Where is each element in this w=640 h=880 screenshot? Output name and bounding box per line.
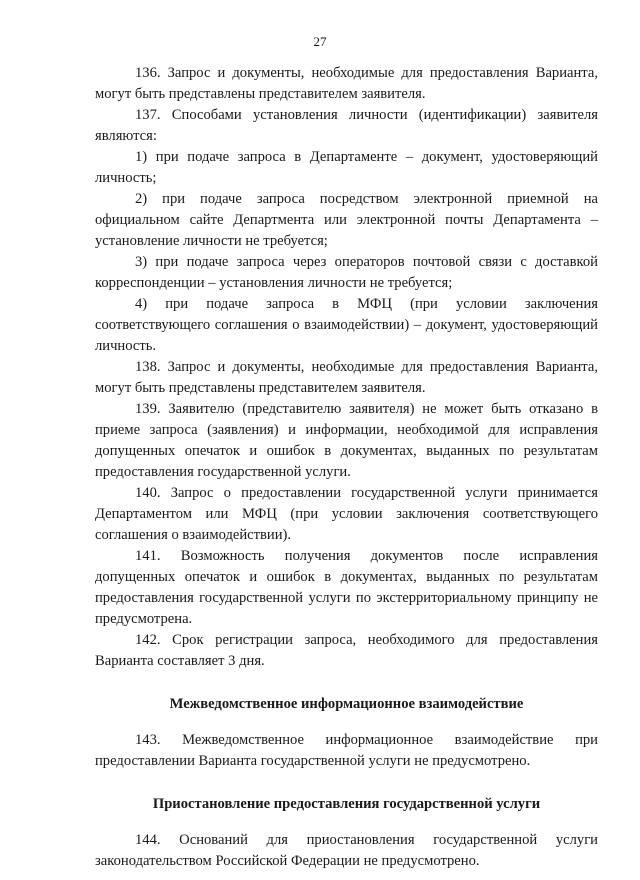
list-item-2: 2) при подаче запроса посредством электронной приемной на официальном сайте Департмента или электронной почты Департамента – установление личности не требуется; bbox=[95, 191, 598, 249]
spacer bbox=[95, 772, 598, 794]
list-item-4: 4) при подаче запроса в МФЦ (при условии заключения соответствующего соглашения о взаимодействии) – документ, удостоверяющий личность. bbox=[95, 296, 598, 354]
paragraph-136: 136. Запрос и документы, необходимые для предоставления Варианта, могут быть представлены представителем заявителя. bbox=[95, 65, 598, 102]
paragraph-139: 139. Заявителю (представителю заявителя) не может быть отказано в приеме запроса (заявления) и информации, необходимой для исправления допущенных опечаток и ошибок в документах, выданных по результатам предоставления государственной услуги. bbox=[95, 401, 598, 480]
paragraph-140: 140. Запрос о предоставлении государственной услуги принимается Департаментом или МФЦ (при условии заключения соответствующего соглашения о взаимодействии). bbox=[95, 485, 598, 543]
list-item-1: 1) при подаче запроса в Департаменте – документ, удостоверяющий личность; bbox=[95, 149, 598, 186]
section-heading-interagency: Межведомственное информационное взаимодействие bbox=[169, 696, 524, 712]
paragraph-137: 137. Способами установления личности (идентификации) заявителя являются: bbox=[95, 107, 598, 144]
spacer bbox=[95, 715, 598, 730]
paragraph-142: 142. Срок регистрации запроса, необходимого для предоставления Варианта составляет 3 дня. bbox=[95, 632, 598, 669]
page-number: 27 bbox=[313, 34, 327, 49]
paragraph-143: 143. Межведомственное информационное взаимодействие при предоставлении Варианта государственной услуги не предусмотрено. bbox=[95, 732, 598, 769]
paragraph-138: 138. Запрос и документы, необходимые для предоставления Варианта, могут быть представлены представителем заявителя. bbox=[95, 359, 598, 396]
paragraph-144: 144. Оснований для приостановления государственной услуги законодательством Российской Федерации не предусмотрено. bbox=[95, 832, 598, 869]
spacer bbox=[95, 815, 598, 830]
list-item-3: 3) при подаче запроса через операторов почтовой связи с доставкой корреспонденции – установления личности не требуется; bbox=[95, 254, 598, 291]
document-body bbox=[95, 63, 598, 872]
section-heading-suspension: Приостановление предоставления государственной услуги bbox=[152, 796, 541, 812]
paragraph-141: 141. Возможность получения документов после исправления допущенных опечаток и ошибок в документах, выданных по результатам предоставления государственной услуги по экстерриториальному принципу не предусмотрена. bbox=[95, 548, 598, 627]
spacer bbox=[95, 672, 598, 694]
